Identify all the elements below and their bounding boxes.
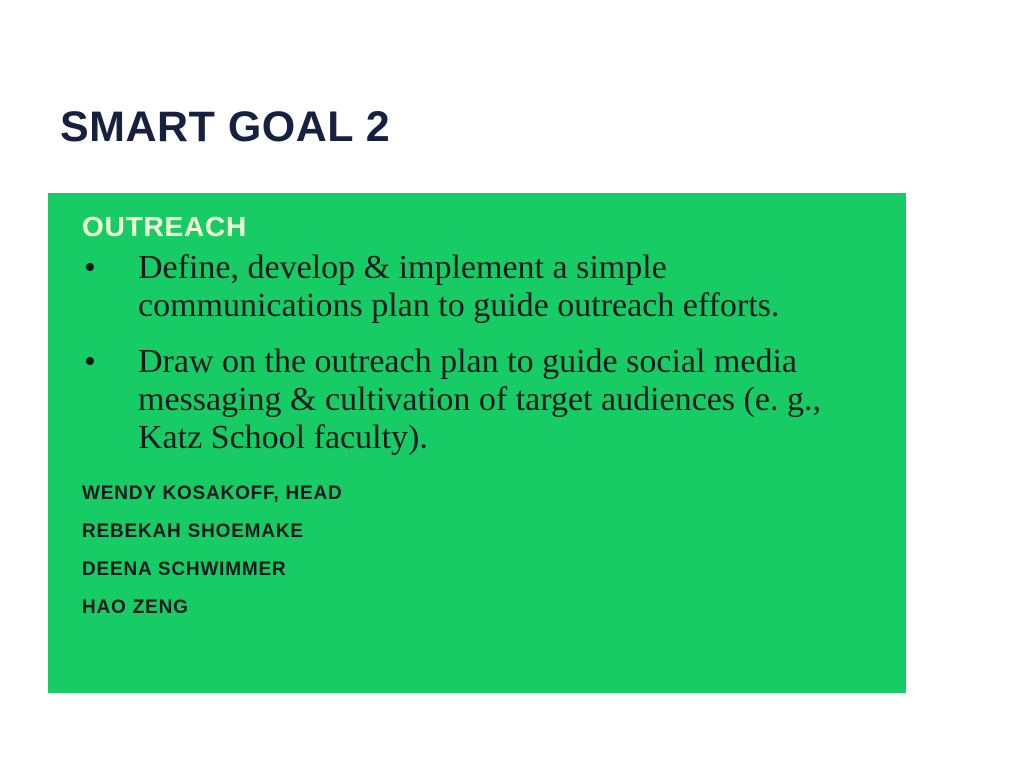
content-panel (48, 193, 906, 693)
panel-heading: OUTREACH (82, 211, 248, 242)
list-item: HAO ZENG (82, 597, 189, 619)
list-item: • Draw on the outreach plan to guide social media messaging & cultivation of target audiences (e. g., Katz School faculty). (70, 343, 884, 457)
bullet-list (70, 249, 884, 457)
team-member-list (82, 483, 884, 619)
page-title: SMART GOAL 2 (60, 103, 391, 151)
list-item: REBEKAH SHOEMAKE (82, 521, 304, 543)
list-item: WENDY KOSAKOFF, HEAD (82, 483, 343, 505)
list-item: • Define, develop & implement a simple communications plan to guide outreach efforts. (70, 249, 884, 325)
list-item: DEENA SCHWIMMER (82, 559, 287, 581)
